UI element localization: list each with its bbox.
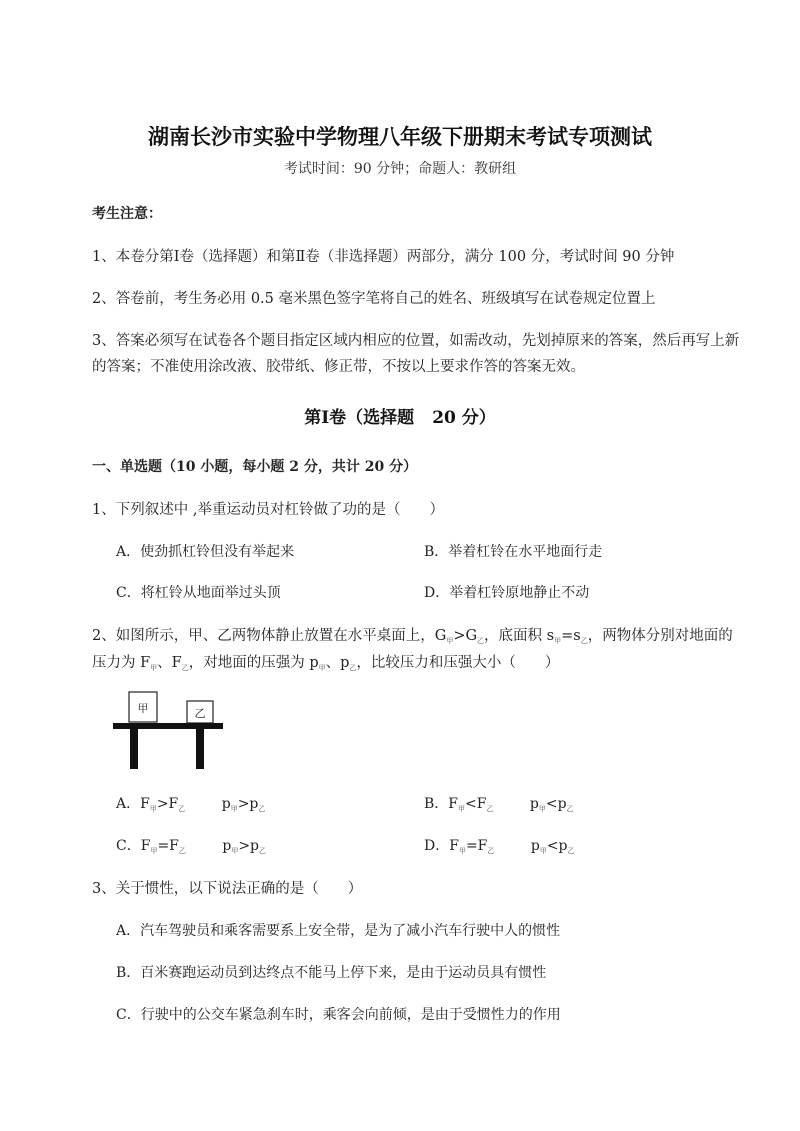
q1-option-b: B．举着杠铃在水平地面行走 bbox=[424, 544, 603, 560]
q2-option-a: A．$F_甲>F_乙$ $p_甲>p_乙$ bbox=[116, 796, 266, 813]
q1-stem: 1、下列叙述中 ,举重运动员对杠铃做了功的是（ ） bbox=[92, 502, 444, 518]
notice-item-2: 2、答卷前，考生务必用 0.5 毫米黑色签字笔将自己的姓名、班级填写在试卷规定位置上 bbox=[92, 291, 656, 307]
box-jia-label: 甲 bbox=[137, 702, 149, 715]
table-top bbox=[113, 723, 223, 729]
q1-option-a: A．使劲抓杠铃但没有举起来 bbox=[116, 544, 295, 560]
q2-option-b: B．$F_甲<F_乙$ $p_甲<p_乙$ bbox=[424, 796, 574, 813]
part-heading: 一、单选题（10 小题，每小题 2 分，共计 20 分） bbox=[92, 459, 418, 475]
table-leg-left bbox=[130, 729, 138, 769]
section-score: 20 分） bbox=[432, 408, 496, 428]
box-yi-label: 乙 bbox=[194, 707, 206, 720]
exam-subtitle: 考试时间：90 分钟；命题人：教研组 bbox=[283, 161, 517, 177]
q2-option-d: D．$F_甲=F_乙$ $p_甲<p_乙$ bbox=[424, 838, 575, 855]
exam-title: 湖南长沙市实验中学物理八年级下册期末考试专项测试 bbox=[148, 124, 652, 149]
notice-heading: 考生注意： bbox=[92, 206, 162, 222]
notice-item-3-line-2: 的答案；不准使用涂改液、胶带纸、修正带，不按以上要求作答的答案无效。 bbox=[92, 359, 585, 375]
q1-option-d: D．举着杠铃原地静止不动 bbox=[424, 585, 590, 601]
q3-option-a: A．汽车驾驶员和乘客需要系上安全带，是为了减小汽车行驶中人的惯性 bbox=[116, 923, 561, 939]
q2-stem-line-2: 压力为 $F_甲$、$F_乙$，对地面的压强为 $p_甲$、$p_乙$，比较压力和压强大小（ ） bbox=[92, 655, 560, 672]
q3-option-c: C．行驶中的公交车紧急刹车时，乘客会向前倾，是由于受惯性力的作用 bbox=[116, 1007, 561, 1023]
notice-item-3-line-1: 3、答案必须写在试卷各个题目指定区域内相应的位置，如需改动，先划掉原来的答案，然后再写上新 bbox=[92, 333, 740, 349]
section-title bbox=[0, 403, 800, 428]
section-title-text: 第Ⅰ卷（选择题 bbox=[304, 408, 415, 428]
q3-option-b: B．百米赛跑运动员到达终点不能马上停下来，是由于运动员具有惯性 bbox=[116, 965, 547, 981]
q2-stem-line-1: 2、如图所示，甲、乙两物体静止放置在水平桌面上，$G_甲>G_乙$，底面积 $s_甲=s_乙$，两物体分别对地面的 bbox=[92, 628, 733, 645]
notice-item-1: 1、本卷分第Ⅰ卷（选择题）和第Ⅱ卷（非选择题）两部分，满分 100 分，考试时间 90 分钟 bbox=[92, 249, 675, 265]
table-diagram-svg bbox=[110, 686, 230, 776]
table-diagram bbox=[110, 686, 230, 780]
q3-stem: 3、关于惯性，以下说法正确的是（ ） bbox=[92, 881, 363, 897]
q2-option-c: C．$F_甲=F_乙$ $p_甲>p_乙$ bbox=[116, 838, 267, 855]
q1-option-c: C．将杠铃从地面举过头顶 bbox=[116, 585, 281, 601]
table-leg-right bbox=[196, 729, 204, 769]
